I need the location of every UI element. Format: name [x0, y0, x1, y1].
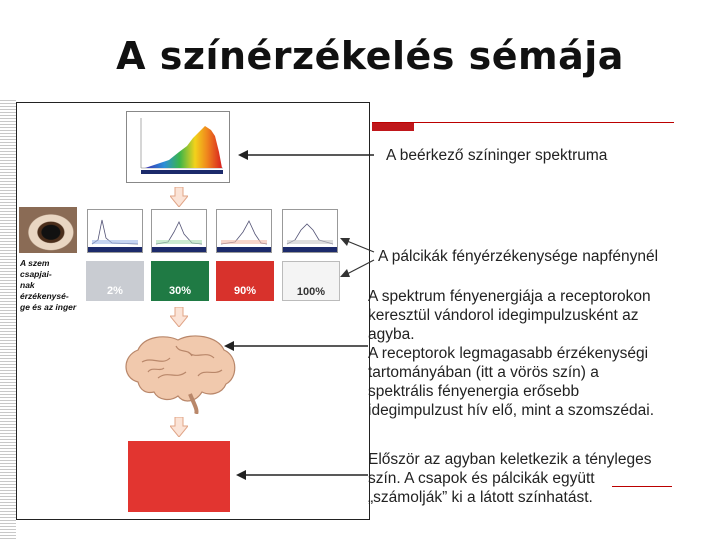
annotation-line: agyba.	[368, 326, 415, 343]
brain-illustration	[118, 332, 240, 414]
sensitivity-graph-red	[216, 209, 272, 253]
annotation-line: idegimpulzust hív elő, mint a szomszédai.	[368, 402, 655, 419]
percentage-box: 30%	[151, 261, 209, 301]
arrow-left-icon	[340, 236, 376, 280]
annotation-line: spektrális fényenergia erősebb	[368, 383, 580, 400]
annotation-spectrum: A beérkező színinger spektruma	[386, 147, 608, 164]
annotation-line: Először az agyban keletkezik a tényleges	[368, 451, 652, 468]
annotation-line: szín. A csapok és pálcikák együtt	[368, 470, 595, 487]
result-color-box	[128, 441, 230, 512]
decorative-red-bar	[372, 123, 414, 131]
arrow-left-icon	[236, 469, 370, 481]
arrow-down-icon	[170, 417, 188, 437]
annotation-line: A spektrum fényenergiája a receptorokon	[368, 288, 651, 305]
sensitivity-graph-blue	[87, 209, 143, 253]
sensitivity-graph-rods	[282, 209, 338, 253]
sensitivity-graph-green	[151, 209, 207, 253]
annotation-line: tartományában (itt a vörös szín) a	[368, 364, 599, 381]
arrow-down-icon	[170, 307, 188, 327]
side-label-line: nak érzékenysé-	[20, 280, 69, 301]
spectrum-graphic	[127, 112, 229, 182]
slide-title: A színérzékelés sémája	[116, 34, 624, 78]
spectrum-chart	[126, 111, 230, 183]
decorative-line	[372, 122, 674, 123]
eye-photo	[19, 207, 77, 253]
percentage-box: 2%	[86, 261, 144, 301]
annotation-brain	[368, 450, 713, 507]
arrow-down-icon	[170, 187, 188, 207]
annotation-energy	[368, 287, 713, 420]
arrow-left-icon	[224, 340, 370, 352]
percentage-box: 90%	[216, 261, 274, 301]
left-stripe-decoration	[0, 100, 16, 540]
annotation-line: A receptorok legmagasabb érzékenységi	[368, 345, 649, 362]
side-label-line: A szem csapjai-	[20, 258, 52, 279]
annotation-line: keresztül vándorol idegimpulzusként az	[368, 307, 639, 324]
annotation-line: „számolják” ki a látott színhatást.	[368, 489, 593, 506]
arrow-left-icon	[238, 149, 376, 161]
side-label-line: ge és az inger	[20, 302, 77, 312]
figure-side-label	[20, 258, 80, 313]
percentage-box: 100%	[282, 261, 340, 301]
annotation-rods: A pálcikák fényérzékenysége napfénynél	[378, 248, 659, 265]
